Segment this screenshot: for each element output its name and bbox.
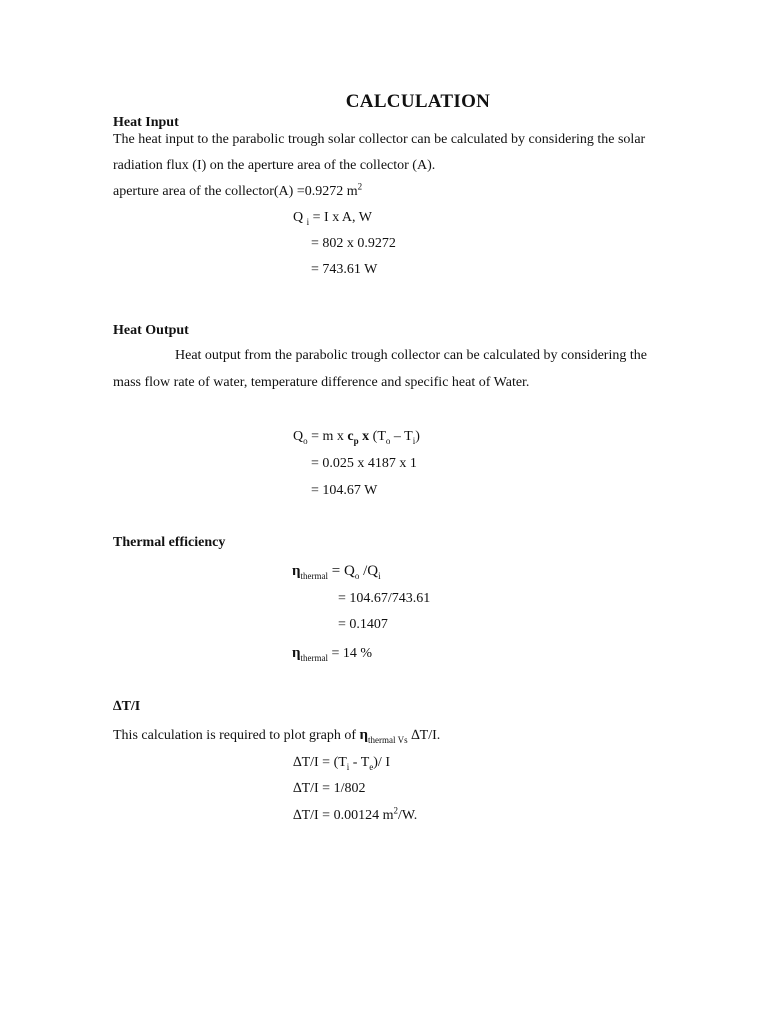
delta-t-equation-3 <box>293 805 418 824</box>
eq-text: = 14 % <box>328 646 373 661</box>
aperture-area-line <box>113 181 363 200</box>
heat-input-paragraph-line-1: The heat input to the parabolic trough solar collector can be calculated by considering the solar <box>113 132 646 147</box>
eq-symbol: Q <box>293 210 304 225</box>
eq-subscript: o <box>354 570 360 581</box>
eq-subscript: i <box>346 761 350 772</box>
delta-t-equation-2: ∆T/I = 1/802 <box>293 781 366 796</box>
eq-text: (T <box>372 429 386 444</box>
eq-superscript: 2 <box>393 805 398 816</box>
delta-t-equation-1 <box>293 755 390 771</box>
heat-input-paragraph-line-2: radiation flux (I) on the aperture area of the collector (A). <box>113 158 436 173</box>
eq-subscript: i <box>306 216 310 227</box>
thermal-efficiency-heading: Thermal efficiency <box>113 535 226 550</box>
eq-subscript: e <box>369 761 374 772</box>
eq-subscript: thermal Vs <box>368 734 408 745</box>
heat-output-equation-2: = 0.025 x 4187 x 1 <box>311 456 417 471</box>
eq-text: ∆T/I = 0.00124 m <box>293 808 394 823</box>
eq-symbol: c <box>347 429 354 444</box>
eq-text: = m x <box>311 429 348 444</box>
eta-symbol: η <box>292 563 301 579</box>
thermal-efficiency-equation-1 <box>292 563 381 580</box>
eq-text: /W. <box>397 808 418 823</box>
heat-output-equation-1 <box>293 429 420 445</box>
heat-output-paragraph-line-1: Heat output from the parabolic trough collector can be calculated by considering the <box>175 348 647 363</box>
heat-input-heading: Heat Input <box>113 115 179 130</box>
eq-text: ∆T/I = (T <box>293 755 347 770</box>
heat-output-equation-3: = 104.67 W <box>311 483 378 498</box>
delta-t-heading: ∆T/I <box>113 699 141 714</box>
thermal-efficiency-equation-3: = 0.1407 <box>338 617 388 632</box>
eq-subscript: i <box>412 435 416 446</box>
eq-subscript: thermal <box>300 570 329 581</box>
eq-text: – T <box>390 429 413 444</box>
eq-text: /Q <box>359 563 379 579</box>
eta-symbol: η <box>292 645 301 661</box>
paragraph-text: ∆T/I. <box>407 728 441 743</box>
thermal-efficiency-equation-2: = 104.67/743.61 <box>338 591 431 606</box>
aperture-area-text: aperture area of the collector(A) =0.9272 m <box>113 184 358 199</box>
delta-t-paragraph <box>113 727 440 744</box>
eq-subscript: o <box>303 435 308 446</box>
heat-input-equation-1 <box>293 210 372 226</box>
eq-text: x <box>358 429 373 444</box>
eq-text: = Q <box>328 563 355 579</box>
eq-text: )/ I <box>373 755 390 770</box>
paragraph-text: This calculation is required to plot graph of <box>113 728 360 743</box>
heat-output-paragraph-line-2: mass flow rate of water, temperature difference and specific heat of Water. <box>113 375 530 390</box>
eq-subscript: p <box>353 435 359 446</box>
eq-subscript: i <box>378 570 381 581</box>
heat-output-heading: Heat Output <box>113 323 189 338</box>
eq-symbol: Q <box>293 429 304 444</box>
page-title: CALCULATION <box>345 91 491 112</box>
eq-text: - T <box>349 755 370 770</box>
heat-input-equation-2: = 802 x 0.9272 <box>311 236 396 251</box>
eq-subscript: thermal <box>300 652 329 663</box>
heat-input-equation-3: = 743.61 W <box>311 262 378 277</box>
eta-symbol: η <box>359 727 369 743</box>
aperture-area-exponent: 2 <box>357 181 363 192</box>
eq-rhs: = I x A, W <box>312 210 372 225</box>
eq-subscript: o <box>385 435 391 446</box>
thermal-efficiency-result <box>292 645 372 662</box>
eq-text: ) <box>415 429 420 444</box>
